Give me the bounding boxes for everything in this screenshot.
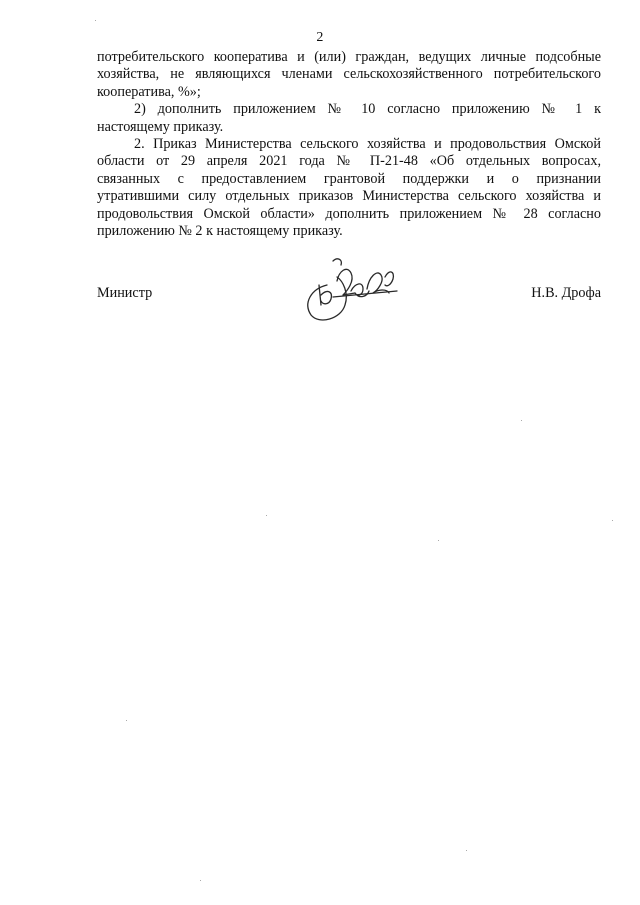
scan-speck — [466, 850, 467, 851]
text-line: 2. Приказ Министерства сельского хозяйства и продовольствия Омской — [134, 136, 601, 153]
scan-speck — [95, 20, 96, 21]
handwritten-signature — [297, 255, 401, 327]
document-body — [97, 49, 601, 240]
text-line: кооператива, %»; — [97, 83, 201, 100]
scan-speck — [266, 515, 267, 516]
text-line: связанных с предоставлением грантовой поддержки и о признании — [97, 170, 601, 187]
signer-position: Министр — [97, 285, 153, 301]
text-line: приложению № 2 к настоящему приказу. — [97, 223, 343, 240]
text-line: продовольствия Омской области» дополнить приложением № 28 согласно — [97, 205, 601, 222]
scan-speck — [200, 880, 201, 881]
signature-block — [97, 285, 601, 325]
paragraph-point-2 — [97, 136, 601, 240]
signer-name: Н.В. Дрофа — [531, 285, 601, 301]
text-line: настоящему приказу. — [97, 118, 224, 135]
page-number: 2 — [316, 30, 324, 45]
text-line: утратившими силу отдельных приказов Министерства сельского хозяйства и — [97, 188, 601, 205]
text-line: хозяйства, не являющихся членами сельскохозяйственного потребительского — [97, 66, 601, 83]
text-line: области от 29 апреля 2021 года № П-21-48 «Об отдельных вопросах, — [97, 153, 601, 170]
text-line: потребительского кооператива и (или) граждан, ведущих личные подсобные — [97, 49, 601, 65]
paragraph-continuation — [97, 49, 601, 101]
scan-speck — [521, 420, 522, 421]
scan-speck — [612, 520, 613, 521]
paragraph-item-2 — [97, 101, 601, 136]
scan-speck — [126, 720, 127, 721]
text-line: 2) дополнить приложением № 10 согласно приложению № 1 к — [134, 101, 601, 118]
scan-speck — [438, 540, 439, 541]
